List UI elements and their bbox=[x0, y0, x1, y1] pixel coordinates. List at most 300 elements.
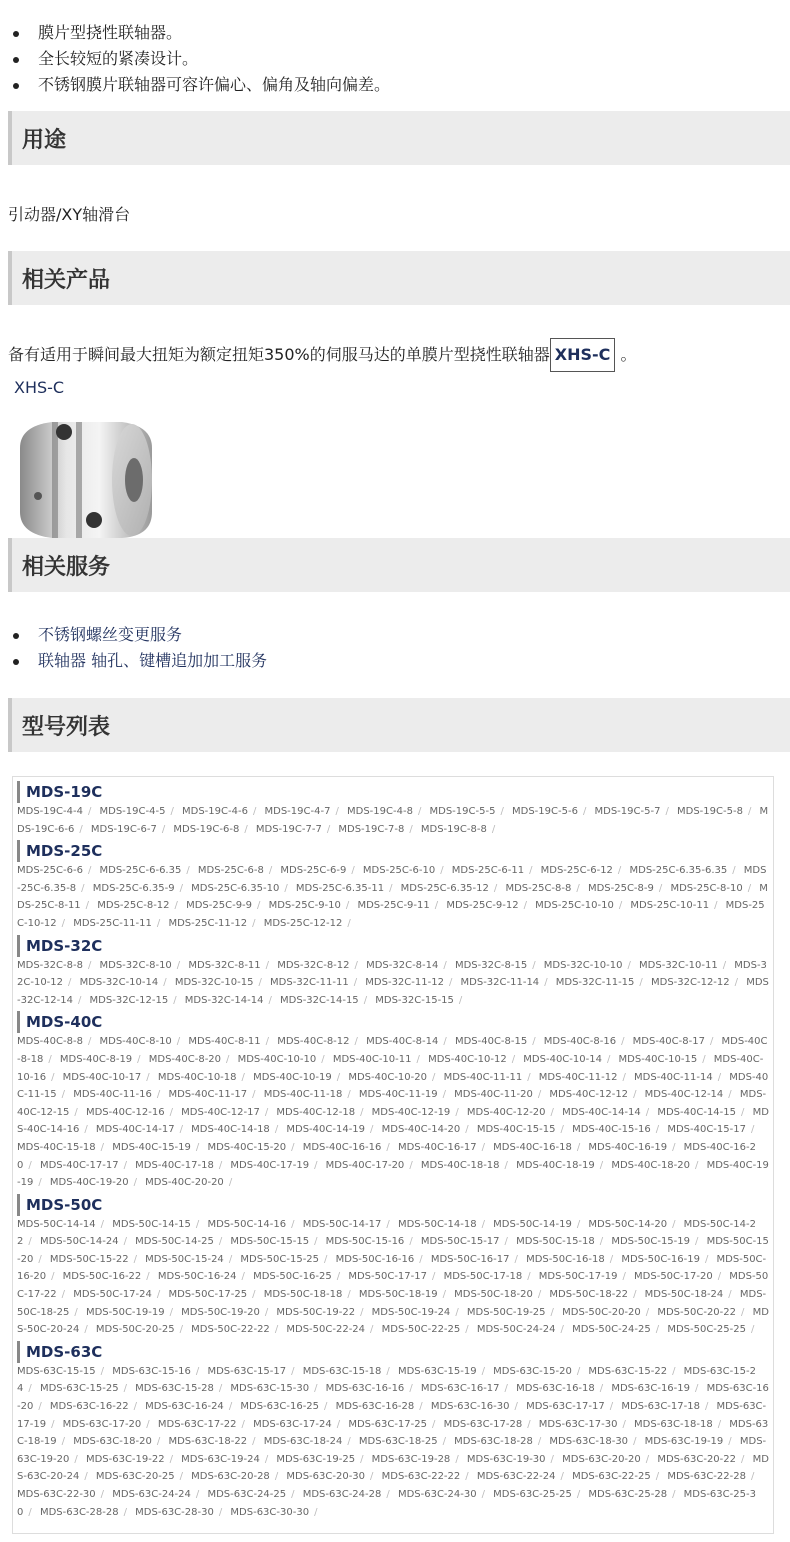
model-link[interactable]: MDS-25C-6-9 bbox=[280, 865, 347, 877]
feature-item: 不锈钢膜片联轴器可容许偏心、偏角及轴向偏差。 bbox=[38, 72, 390, 98]
model-link[interactable]: MDS-50C-20-20 bbox=[562, 1306, 641, 1318]
model-link[interactable]: MDS-25C-12-12 bbox=[263, 917, 343, 929]
model-link[interactable]: MDS-25C-6.35-10 bbox=[191, 882, 280, 894]
model-link[interactable]: MDS-63C-15-16 bbox=[112, 1365, 191, 1377]
model-link[interactable]: MDS-40C-15-16 bbox=[572, 1124, 651, 1136]
model-link[interactable]: MDS-63C-24-30 bbox=[397, 1489, 477, 1500]
model-link[interactable]: MDS-50C-22-25 bbox=[381, 1324, 461, 1336]
separator: / bbox=[606, 1053, 611, 1065]
model-link[interactable]: MDS-40C-14-18 bbox=[191, 1124, 270, 1136]
model-link[interactable]: MDS-63C-17-30 bbox=[538, 1418, 618, 1430]
model-link[interactable]: MDS-25C-6-11 bbox=[451, 865, 525, 877]
model-link[interactable]: MDS-32C-8-14 bbox=[366, 959, 439, 971]
separator: / bbox=[609, 1253, 614, 1265]
model-link[interactable]: MDS-40C-8-19 bbox=[59, 1053, 133, 1065]
model-link[interactable]: MDS-63C-24-25 bbox=[207, 1489, 287, 1500]
model-link[interactable]: MDS-40C-11-14 bbox=[634, 1071, 713, 1083]
model-link[interactable]: MDS-25C-8-8 bbox=[505, 882, 572, 894]
model-link[interactable]: MDS-50C-15-24 bbox=[145, 1253, 224, 1265]
model-link[interactable]: MDS-63C-15-30 bbox=[230, 1383, 310, 1395]
model-link[interactable]: MDS-19C-4-8 bbox=[347, 806, 413, 817]
service-item-screw[interactable]: 不锈钢螺丝变更服务 bbox=[38, 622, 267, 648]
separator: / bbox=[717, 1271, 722, 1283]
model-link[interactable]: MDS-63C-17-22 bbox=[157, 1418, 237, 1430]
model-link[interactable]: MDS-25C-6-6.35 bbox=[99, 865, 182, 877]
separator: / bbox=[100, 1141, 105, 1153]
model-link[interactable]: MDS-25C-6.35-6.35 bbox=[629, 865, 728, 877]
model-link[interactable]: MDS-40C-16-18 bbox=[493, 1141, 572, 1153]
separator: / bbox=[226, 1053, 230, 1065]
model-link[interactable]: MDS-40C-8-14 bbox=[366, 1036, 439, 1048]
model-link[interactable]: MDS-32C-11-15 bbox=[555, 977, 635, 989]
model-link[interactable]: MDS-40C-11-12 bbox=[538, 1071, 618, 1083]
model-link[interactable]: MDS-25C-6-6 bbox=[17, 865, 83, 877]
model-link[interactable]: MDS-50C-14-15 bbox=[112, 1218, 191, 1230]
model-link[interactable]: MDS-40C-14-19 bbox=[286, 1124, 366, 1136]
model-link[interactable]: MDS-50C-18-25 bbox=[17, 1289, 767, 1318]
model-link[interactable]: MDS-32C-8-15 bbox=[454, 959, 528, 971]
model-link[interactable]: MDS-63C-18-22 bbox=[168, 1436, 248, 1448]
model-link[interactable]: MDS-50C-20-22 bbox=[657, 1306, 737, 1318]
model-link[interactable]: MDS-63C-28-28 bbox=[39, 1506, 119, 1518]
model-link[interactable]: MDS-40C-18-20 bbox=[611, 1159, 691, 1171]
model-link[interactable]: MDS-40C-8-12 bbox=[277, 1036, 350, 1048]
model-link[interactable]: MDS-32C-10-14 bbox=[79, 977, 159, 989]
separator: / bbox=[704, 1253, 709, 1265]
model-link[interactable]: MDS-32C-14-15 bbox=[280, 994, 359, 1006]
model-link[interactable]: MDS-40C-11-17 bbox=[168, 1089, 248, 1101]
model-link[interactable]: MDS-63C-18-18 bbox=[634, 1418, 713, 1430]
model-link[interactable]: MDS-63C-19-20 bbox=[17, 1436, 767, 1465]
model-link[interactable]: MDS-50C-18-22 bbox=[549, 1289, 629, 1301]
model-link[interactable]: MDS-40C-12-18 bbox=[276, 1106, 356, 1118]
model-link[interactable]: MDS-40C-10-18 bbox=[157, 1071, 237, 1083]
separator: / bbox=[544, 977, 548, 989]
model-link[interactable]: MDS-40C-8-15 bbox=[454, 1036, 528, 1048]
separator: / bbox=[257, 900, 261, 912]
model-link[interactable]: MDS-63C-15-20 bbox=[493, 1365, 572, 1377]
separator: / bbox=[241, 1071, 245, 1083]
model-link[interactable]: MDS-25C-6-12 bbox=[540, 865, 613, 877]
model-link[interactable]: MDS-25C-10-10 bbox=[535, 900, 614, 912]
model-link[interactable]: MDS-32C-11-12 bbox=[365, 977, 444, 989]
model-link[interactable]: MDS-63C-19-30 bbox=[466, 1453, 546, 1465]
model-link[interactable]: MDS-50C-16-24 bbox=[157, 1271, 237, 1283]
model-link[interactable]: MDS-63C-17-18 bbox=[621, 1401, 700, 1413]
model-link[interactable]: MDS-25C-11-11 bbox=[73, 917, 152, 929]
model-link[interactable]: MDS-40C-16-17 bbox=[397, 1141, 477, 1153]
model-link[interactable]: MDS-40C-11-19 bbox=[358, 1089, 438, 1101]
separator: / bbox=[28, 1383, 32, 1395]
model-link[interactable]: MDS-32C-8-12 bbox=[277, 959, 350, 971]
model-link[interactable]: MDS-40C-15-17 bbox=[667, 1124, 746, 1136]
model-link[interactable]: MDS-25C-9-12 bbox=[446, 900, 519, 912]
model-link[interactable]: MDS-63C-22-28 bbox=[667, 1471, 746, 1483]
model-link[interactable]: MDS-32C-11-11 bbox=[270, 977, 349, 989]
model-link[interactable]: MDS-63C-20-30 bbox=[286, 1471, 366, 1483]
model-link[interactable]: MDS-40C-8-16 bbox=[543, 1036, 617, 1048]
model-link[interactable]: MDS-19C-8-8 bbox=[420, 823, 487, 835]
model-link[interactable]: MDS-40C-14-14 bbox=[562, 1106, 641, 1118]
model-link[interactable]: MDS-50C-17-17 bbox=[348, 1271, 427, 1283]
model-link[interactable]: MDS-40C-8-10 bbox=[99, 1036, 172, 1048]
model-link[interactable]: MDS-40C-10-16 bbox=[17, 1053, 764, 1083]
model-link[interactable]: MDS-40C-16-19 bbox=[588, 1141, 668, 1153]
model-link[interactable]: MDS-63C-24-28 bbox=[302, 1489, 382, 1500]
model-link[interactable]: MDS-40C-17-17 bbox=[39, 1159, 119, 1171]
model-link[interactable]: MDS-40C-10-10 bbox=[237, 1053, 317, 1065]
model-link[interactable]: MDS-32C-10-11 bbox=[639, 959, 718, 971]
model-link[interactable]: MDS-25C-6.35-9 bbox=[92, 882, 175, 894]
model-link[interactable]: MDS-40C-10-15 bbox=[618, 1053, 698, 1065]
model-link[interactable]: MDS-40C-10-14 bbox=[523, 1053, 602, 1065]
model-link[interactable]: MDS-19C-6-7 bbox=[90, 823, 157, 835]
model-link[interactable]: MDS-40C-17-18 bbox=[135, 1159, 214, 1171]
product-caption[interactable]: XHS-C bbox=[14, 378, 65, 397]
separator: / bbox=[195, 1141, 200, 1153]
model-link[interactable]: MDS-63C-19-24 bbox=[181, 1453, 260, 1465]
model-link[interactable]: MDS-40C-15-15 bbox=[476, 1124, 556, 1136]
model-link[interactable]: MDS-63C-19-22 bbox=[85, 1453, 165, 1465]
model-link[interactable]: MDS-50C-14-14 bbox=[17, 1218, 96, 1230]
model-link[interactable]: MDS-63C-15-24 bbox=[17, 1365, 756, 1395]
model-link[interactable]: MDS-25C-8-10 bbox=[670, 882, 743, 894]
model-link[interactable]: MDS-50C-19-25 bbox=[466, 1306, 546, 1318]
model-group-list bbox=[17, 1216, 769, 1339]
model-link[interactable]: MDS-50C-14-22 bbox=[17, 1218, 756, 1248]
model-link[interactable]: MDS-32C-12-15 bbox=[89, 994, 169, 1006]
model-link[interactable]: MDS-40C-8-11 bbox=[188, 1036, 261, 1048]
model-link[interactable]: MDS-63C-16-16 bbox=[325, 1383, 405, 1395]
related-products-section-header bbox=[8, 251, 790, 305]
model-link[interactable]: MDS-19C-5-6 bbox=[512, 806, 578, 817]
separator: / bbox=[336, 1418, 341, 1430]
model-link[interactable]: MDS-40C-11-16 bbox=[73, 1089, 152, 1101]
model-link[interactable]: MDS-32C-15-15 bbox=[375, 994, 454, 1006]
separator: / bbox=[335, 806, 339, 817]
model-link[interactable]: MDS-50C-20-25 bbox=[95, 1324, 175, 1336]
separator: / bbox=[709, 1036, 714, 1048]
model-link[interactable]: MDS-40C-8-17 bbox=[632, 1036, 705, 1048]
xhs-c-product-image[interactable] bbox=[12, 408, 154, 548]
service-item-machining[interactable]: 联轴器 轴孔、键槽追加加工服务 bbox=[38, 648, 267, 674]
model-link[interactable]: MDS-40C-14-15 bbox=[657, 1106, 737, 1118]
model-link[interactable]: MDS-19C-4-4 bbox=[17, 806, 83, 817]
model-link[interactable]: MDS-32C-8-8 bbox=[17, 959, 83, 971]
separator: / bbox=[291, 1141, 295, 1153]
model-link[interactable]: MDS-63C-22-30 bbox=[17, 1489, 96, 1500]
model-link[interactable]: MDS-40C-16-20 bbox=[17, 1141, 756, 1171]
model-link[interactable]: MDS-40C-15-20 bbox=[207, 1141, 287, 1153]
model-link[interactable]: MDS-25C-6.35-8 bbox=[17, 865, 767, 894]
separator: / bbox=[741, 1453, 745, 1465]
model-link[interactable]: MDS-40C-18-18 bbox=[420, 1159, 500, 1171]
model-link[interactable]: MDS-50C-18-18 bbox=[263, 1289, 343, 1301]
model-link[interactable]: MDS-25C-9-11 bbox=[357, 900, 430, 912]
model-link[interactable]: MDS-63C-18-30 bbox=[549, 1436, 629, 1448]
separator: / bbox=[386, 1141, 390, 1153]
model-link[interactable]: MDS-19C-5-8 bbox=[677, 806, 743, 817]
model-link[interactable]: MDS-40C-14-17 bbox=[95, 1124, 175, 1136]
model-link[interactable]: MDS-40C-17-20 bbox=[325, 1159, 405, 1171]
model-link[interactable]: MDS-40C-11-11 bbox=[443, 1071, 523, 1083]
model-link[interactable]: MDS-50C-17-20 bbox=[634, 1271, 713, 1283]
model-link[interactable]: MDS-50C-15-18 bbox=[516, 1236, 595, 1248]
model-link[interactable]: MDS-50C-19-20 bbox=[181, 1306, 260, 1318]
model-link[interactable]: MDS-50C-16-16 bbox=[335, 1253, 415, 1265]
model-link[interactable]: MDS-19C-6-8 bbox=[173, 823, 240, 835]
model-link[interactable]: MDS-63C-15-17 bbox=[207, 1365, 287, 1377]
model-link[interactable]: MDS-40C-11-20 bbox=[454, 1089, 533, 1101]
separator: / bbox=[576, 1365, 581, 1377]
model-link[interactable]: MDS-63C-18-25 bbox=[358, 1436, 438, 1448]
separator: / bbox=[527, 1418, 531, 1430]
model-link[interactable]: MDS-40C-8-18 bbox=[17, 1036, 768, 1065]
model-link[interactable]: MDS-40C-10-12 bbox=[428, 1053, 507, 1065]
model-link[interactable]: MDS-40C-19-20 bbox=[49, 1177, 129, 1189]
model-link[interactable]: MDS-25C-9-10 bbox=[268, 900, 341, 912]
model-link[interactable]: MDS-32C-10-10 bbox=[543, 959, 623, 971]
model-link[interactable]: MDS-40C-12-20 bbox=[466, 1106, 546, 1118]
model-link[interactable]: MDS-63C-25-25 bbox=[493, 1489, 572, 1500]
model-link[interactable]: MDS-50C-14-17 bbox=[302, 1218, 382, 1230]
separator: / bbox=[161, 823, 166, 835]
model-link[interactable]: MDS-50C-15-25 bbox=[240, 1253, 320, 1265]
model-link[interactable]: MDS-63C-17-25 bbox=[348, 1418, 427, 1430]
model-link[interactable]: MDS-50C-17-25 bbox=[168, 1289, 248, 1301]
model-link[interactable]: MDS-50C-17-19 bbox=[538, 1271, 618, 1283]
model-link[interactable]: MDS-40C-12-19 bbox=[371, 1106, 451, 1118]
model-link[interactable]: MDS-40C-10-19 bbox=[253, 1071, 332, 1083]
model-link[interactable]: MDS-63C-18-28 bbox=[454, 1436, 533, 1448]
model-link[interactable]: MDS-50C-16-25 bbox=[253, 1271, 332, 1283]
separator: / bbox=[51, 1418, 55, 1430]
model-link[interactable]: MDS-50C-16-19 bbox=[621, 1253, 700, 1265]
model-link[interactable]: MDS-63C-18-20 bbox=[73, 1436, 152, 1448]
model-link[interactable]: MDS-63C-19-28 bbox=[371, 1453, 451, 1465]
model-link[interactable]: MDS-50C-16-22 bbox=[62, 1271, 142, 1283]
model-link[interactable]: MDS-63C-16-22 bbox=[49, 1401, 129, 1413]
model-link[interactable]: MDS-63C-19-25 bbox=[276, 1453, 356, 1465]
model-link[interactable]: MDS-50C-14-20 bbox=[588, 1218, 668, 1230]
model-link[interactable]: MDS-32C-8-10 bbox=[99, 959, 172, 971]
model-link[interactable]: MDS-40C-14-16 bbox=[17, 1106, 769, 1136]
model-link[interactable]: MDS-63C-18-24 bbox=[263, 1436, 343, 1448]
separator: / bbox=[195, 1218, 200, 1230]
model-link[interactable]: MDS-63C-28-30 bbox=[135, 1506, 214, 1518]
model-link[interactable]: MDS-63C-15-15 bbox=[17, 1365, 96, 1377]
model-link[interactable]: MDS-63C-20-20 bbox=[562, 1453, 641, 1465]
model-link[interactable]: MDS-19C-5-5 bbox=[429, 806, 496, 817]
model-link[interactable]: MDS-25C-11-12 bbox=[168, 917, 248, 929]
model-link[interactable]: MDS-40C-12-16 bbox=[85, 1106, 165, 1118]
model-link[interactable]: MDS-40C-18-19 bbox=[516, 1159, 595, 1171]
separator: / bbox=[432, 1418, 436, 1430]
model-link[interactable]: MDS-63C-16-30 bbox=[430, 1401, 510, 1413]
separator: / bbox=[655, 1471, 660, 1483]
section-title: 相关服务 bbox=[22, 555, 111, 580]
model-link[interactable]: MDS-63C-15-19 bbox=[397, 1365, 477, 1377]
model-link[interactable]: MDS-50C-22-22 bbox=[191, 1324, 270, 1336]
model-link[interactable]: MDS-40C-8-8 bbox=[17, 1036, 83, 1048]
model-link[interactable]: MDS-63C-16-20 bbox=[17, 1383, 769, 1413]
model-link[interactable]: MDS-32C-14-14 bbox=[184, 994, 264, 1006]
model-link[interactable]: MDS-63C-17-19 bbox=[17, 1401, 767, 1430]
separator: / bbox=[336, 1271, 341, 1283]
separator: / bbox=[336, 1071, 341, 1083]
model-link[interactable]: MDS-40C-12-17 bbox=[181, 1106, 260, 1118]
model-link[interactable]: MDS-32C-8-11 bbox=[188, 959, 261, 971]
model-link[interactable]: MDS-50C-14-24 bbox=[39, 1236, 119, 1248]
model-link[interactable]: MDS-40C-8-20 bbox=[148, 1053, 222, 1065]
model-link[interactable]: MDS-63C-24-24 bbox=[112, 1489, 191, 1500]
model-link[interactable]: MDS-25C-10-12 bbox=[17, 900, 765, 929]
model-link[interactable]: MDS-50C-15-15 bbox=[230, 1236, 310, 1248]
model-link[interactable]: MDS-63C-15-18 bbox=[302, 1365, 382, 1377]
model-link[interactable]: MDS-50C-22-24 bbox=[286, 1324, 366, 1336]
separator: / bbox=[750, 1324, 755, 1336]
model-link[interactable]: MDS-50C-14-25 bbox=[135, 1236, 214, 1248]
model-link[interactable]: MDS-50C-16-18 bbox=[526, 1253, 605, 1265]
model-link[interactable]: MDS-63C-22-25 bbox=[572, 1471, 651, 1483]
model-link[interactable]: MDS-40C-14-20 bbox=[381, 1124, 461, 1136]
model-link[interactable]: MDS-32C-12-14 bbox=[17, 977, 769, 1006]
model-link[interactable]: MDS-40C-19-19 bbox=[17, 1159, 769, 1189]
model-link[interactable]: MDS-40C-16-16 bbox=[302, 1141, 382, 1153]
model-link[interactable]: MDS-63C-30-30 bbox=[230, 1506, 310, 1518]
model-link[interactable]: MDS-50C-14-19 bbox=[493, 1218, 572, 1230]
model-link[interactable]: MDS-19C-5-7 bbox=[594, 806, 661, 817]
model-link[interactable]: MDS-50C-15-20 bbox=[17, 1236, 769, 1265]
model-link[interactable]: MDS-50C-18-24 bbox=[644, 1289, 724, 1301]
model-link[interactable]: MDS-50C-18-19 bbox=[358, 1289, 438, 1301]
separator: / bbox=[176, 1036, 181, 1048]
model-link[interactable]: MDS-40C-20-20 bbox=[145, 1177, 224, 1189]
model-link[interactable]: MDS-25C-6.35-12 bbox=[400, 882, 489, 894]
model-link[interactable]: MDS-50C-17-24 bbox=[73, 1289, 152, 1301]
model-link[interactable]: MDS-63C-20-25 bbox=[95, 1471, 175, 1483]
model-link[interactable]: MDS-63C-17-28 bbox=[443, 1418, 523, 1430]
separator: / bbox=[576, 882, 580, 894]
model-link[interactable]: MDS-63C-16-19 bbox=[611, 1383, 691, 1395]
model-link[interactable]: MDS-40C-15-19 bbox=[112, 1141, 191, 1153]
model-link[interactable]: MDS-25C-6-8 bbox=[197, 865, 264, 877]
separator: / bbox=[493, 882, 498, 894]
model-link[interactable]: MDS-19C-4-5 bbox=[99, 806, 166, 817]
model-link[interactable]: MDS-25C-8-9 bbox=[587, 882, 654, 894]
model-group-title: MDS-25C bbox=[17, 840, 769, 862]
separator: / bbox=[284, 882, 288, 894]
model-link[interactable]: MDS-63C-25-28 bbox=[588, 1489, 668, 1500]
model-link[interactable]: MDS-50C-14-16 bbox=[207, 1218, 287, 1230]
model-link[interactable]: MDS-63C-15-28 bbox=[135, 1383, 214, 1395]
model-link[interactable]: MDS-50C-18-20 bbox=[454, 1289, 533, 1301]
model-link[interactable]: MDS-40C-12-12 bbox=[549, 1089, 629, 1101]
model-link[interactable]: MDS-50C-16-17 bbox=[430, 1253, 510, 1265]
model-link[interactable]: MDS-19C-7-8 bbox=[338, 823, 405, 835]
model-link[interactable]: MDS-32C-10-12 bbox=[17, 959, 767, 989]
model-link[interactable]: MDS-25C-6-10 bbox=[362, 865, 436, 877]
model-link[interactable]: MDS-40C-10-11 bbox=[332, 1053, 412, 1065]
model-link[interactable]: MDS-50C-19-24 bbox=[371, 1306, 451, 1318]
model-link[interactable]: MDS-50C-17-18 bbox=[443, 1271, 523, 1283]
separator: / bbox=[228, 1401, 233, 1413]
model-link[interactable]: MDS-63C-22-22 bbox=[381, 1471, 461, 1483]
separator: / bbox=[156, 1089, 161, 1101]
model-link[interactable]: MDS-63C-17-24 bbox=[253, 1418, 332, 1430]
model-link[interactable]: MDS-50C-17-22 bbox=[17, 1271, 769, 1301]
model-link[interactable]: MDS-63C-15-25 bbox=[39, 1383, 119, 1395]
model-link[interactable]: MDS-50C-20-24 bbox=[17, 1306, 769, 1336]
model-link[interactable]: MDS-50C-15-22 bbox=[49, 1253, 129, 1265]
model-link[interactable]: MDS-63C-25-30 bbox=[17, 1489, 756, 1518]
model-link[interactable]: MDS-40C-11-18 bbox=[263, 1089, 343, 1101]
model-link[interactable]: MDS-63C-20-28 bbox=[191, 1471, 270, 1483]
model-link[interactable]: MDS-40C-12-14 bbox=[644, 1089, 724, 1101]
model-link[interactable]: MDS-40C-12-15 bbox=[17, 1089, 767, 1118]
model-link[interactable]: MDS-50C-25-25 bbox=[667, 1324, 746, 1336]
model-link[interactable]: MDS-40C-15-18 bbox=[17, 1141, 96, 1153]
related-services-section-header bbox=[8, 538, 790, 592]
model-link[interactable]: MDS-50C-15-19 bbox=[611, 1236, 691, 1248]
model-link[interactable]: MDS-32C-10-15 bbox=[174, 977, 254, 989]
model-link[interactable]: MDS-32C-11-14 bbox=[460, 977, 540, 989]
model-link[interactable]: MDS-25C-9-9 bbox=[186, 900, 253, 912]
model-link[interactable]: MDS-32C-12-12 bbox=[650, 977, 730, 989]
separator: / bbox=[618, 900, 623, 912]
model-link[interactable]: MDS-50C-16-20 bbox=[17, 1253, 767, 1283]
model-link[interactable]: MDS-63C-15-22 bbox=[588, 1365, 668, 1377]
separator: / bbox=[268, 994, 272, 1006]
model-link[interactable]: MDS-63C-16-24 bbox=[145, 1401, 224, 1413]
model-link[interactable]: MDS-50C-14-18 bbox=[397, 1218, 477, 1230]
model-link[interactable]: MDS-50C-15-17 bbox=[420, 1236, 500, 1248]
model-link[interactable]: MDS-63C-18-19 bbox=[17, 1418, 769, 1448]
separator: / bbox=[645, 1453, 650, 1465]
model-link[interactable]: MDS-63C-17-20 bbox=[62, 1418, 142, 1430]
model-link[interactable]: MDS-50C-19-19 bbox=[85, 1306, 165, 1318]
model-link[interactable]: MDS-50C-24-24 bbox=[476, 1324, 556, 1336]
model-link[interactable]: MDS-50C-24-25 bbox=[572, 1324, 651, 1336]
model-link[interactable]: MDS-25C-6.35-11 bbox=[295, 882, 385, 894]
separator: / bbox=[550, 1453, 554, 1465]
model-link[interactable]: MDS-63C-16-18 bbox=[516, 1383, 595, 1395]
model-link[interactable]: MDS-19C-7-7 bbox=[255, 823, 322, 835]
model-link[interactable]: MDS-40C-10-17 bbox=[62, 1071, 142, 1083]
model-link[interactable]: MDS-25C-8-12 bbox=[97, 900, 170, 912]
xhs-c-link[interactable]: XHS-C bbox=[550, 338, 616, 372]
model-link[interactable]: MDS-63C-16-25 bbox=[240, 1401, 320, 1413]
separator: / bbox=[252, 1289, 256, 1301]
model-link[interactable]: MDS-63C-20-22 bbox=[657, 1453, 737, 1465]
model-link[interactable]: MDS-25C-10-11 bbox=[630, 900, 710, 912]
model-link[interactable]: MDS-63C-17-17 bbox=[526, 1401, 605, 1413]
model-link[interactable]: MDS-50C-19-22 bbox=[276, 1306, 356, 1318]
model-link[interactable]: MDS-63C-22-24 bbox=[476, 1471, 556, 1483]
model-link[interactable]: MDS-63C-19-19 bbox=[644, 1436, 724, 1448]
model-link[interactable]: MDS-40C-17-19 bbox=[230, 1159, 310, 1171]
model-link[interactable]: MDS-50C-15-16 bbox=[325, 1236, 405, 1248]
model-link[interactable]: MDS-25C-8-11 bbox=[17, 882, 768, 912]
model-link[interactable]: MDS-40C-11-15 bbox=[17, 1071, 769, 1101]
model-link[interactable]: MDS-63C-20-24 bbox=[17, 1453, 769, 1483]
model-link[interactable]: MDS-63C-16-17 bbox=[420, 1383, 500, 1395]
model-link[interactable]: MDS-40C-10-20 bbox=[348, 1071, 427, 1083]
model-link[interactable]: MDS-19C-6-6 bbox=[17, 806, 769, 835]
model-link[interactable]: MDS-63C-16-28 bbox=[335, 1401, 415, 1413]
model-link[interactable]: MDS-19C-4-7 bbox=[264, 806, 331, 817]
model-link[interactable]: MDS-19C-4-6 bbox=[182, 806, 248, 817]
